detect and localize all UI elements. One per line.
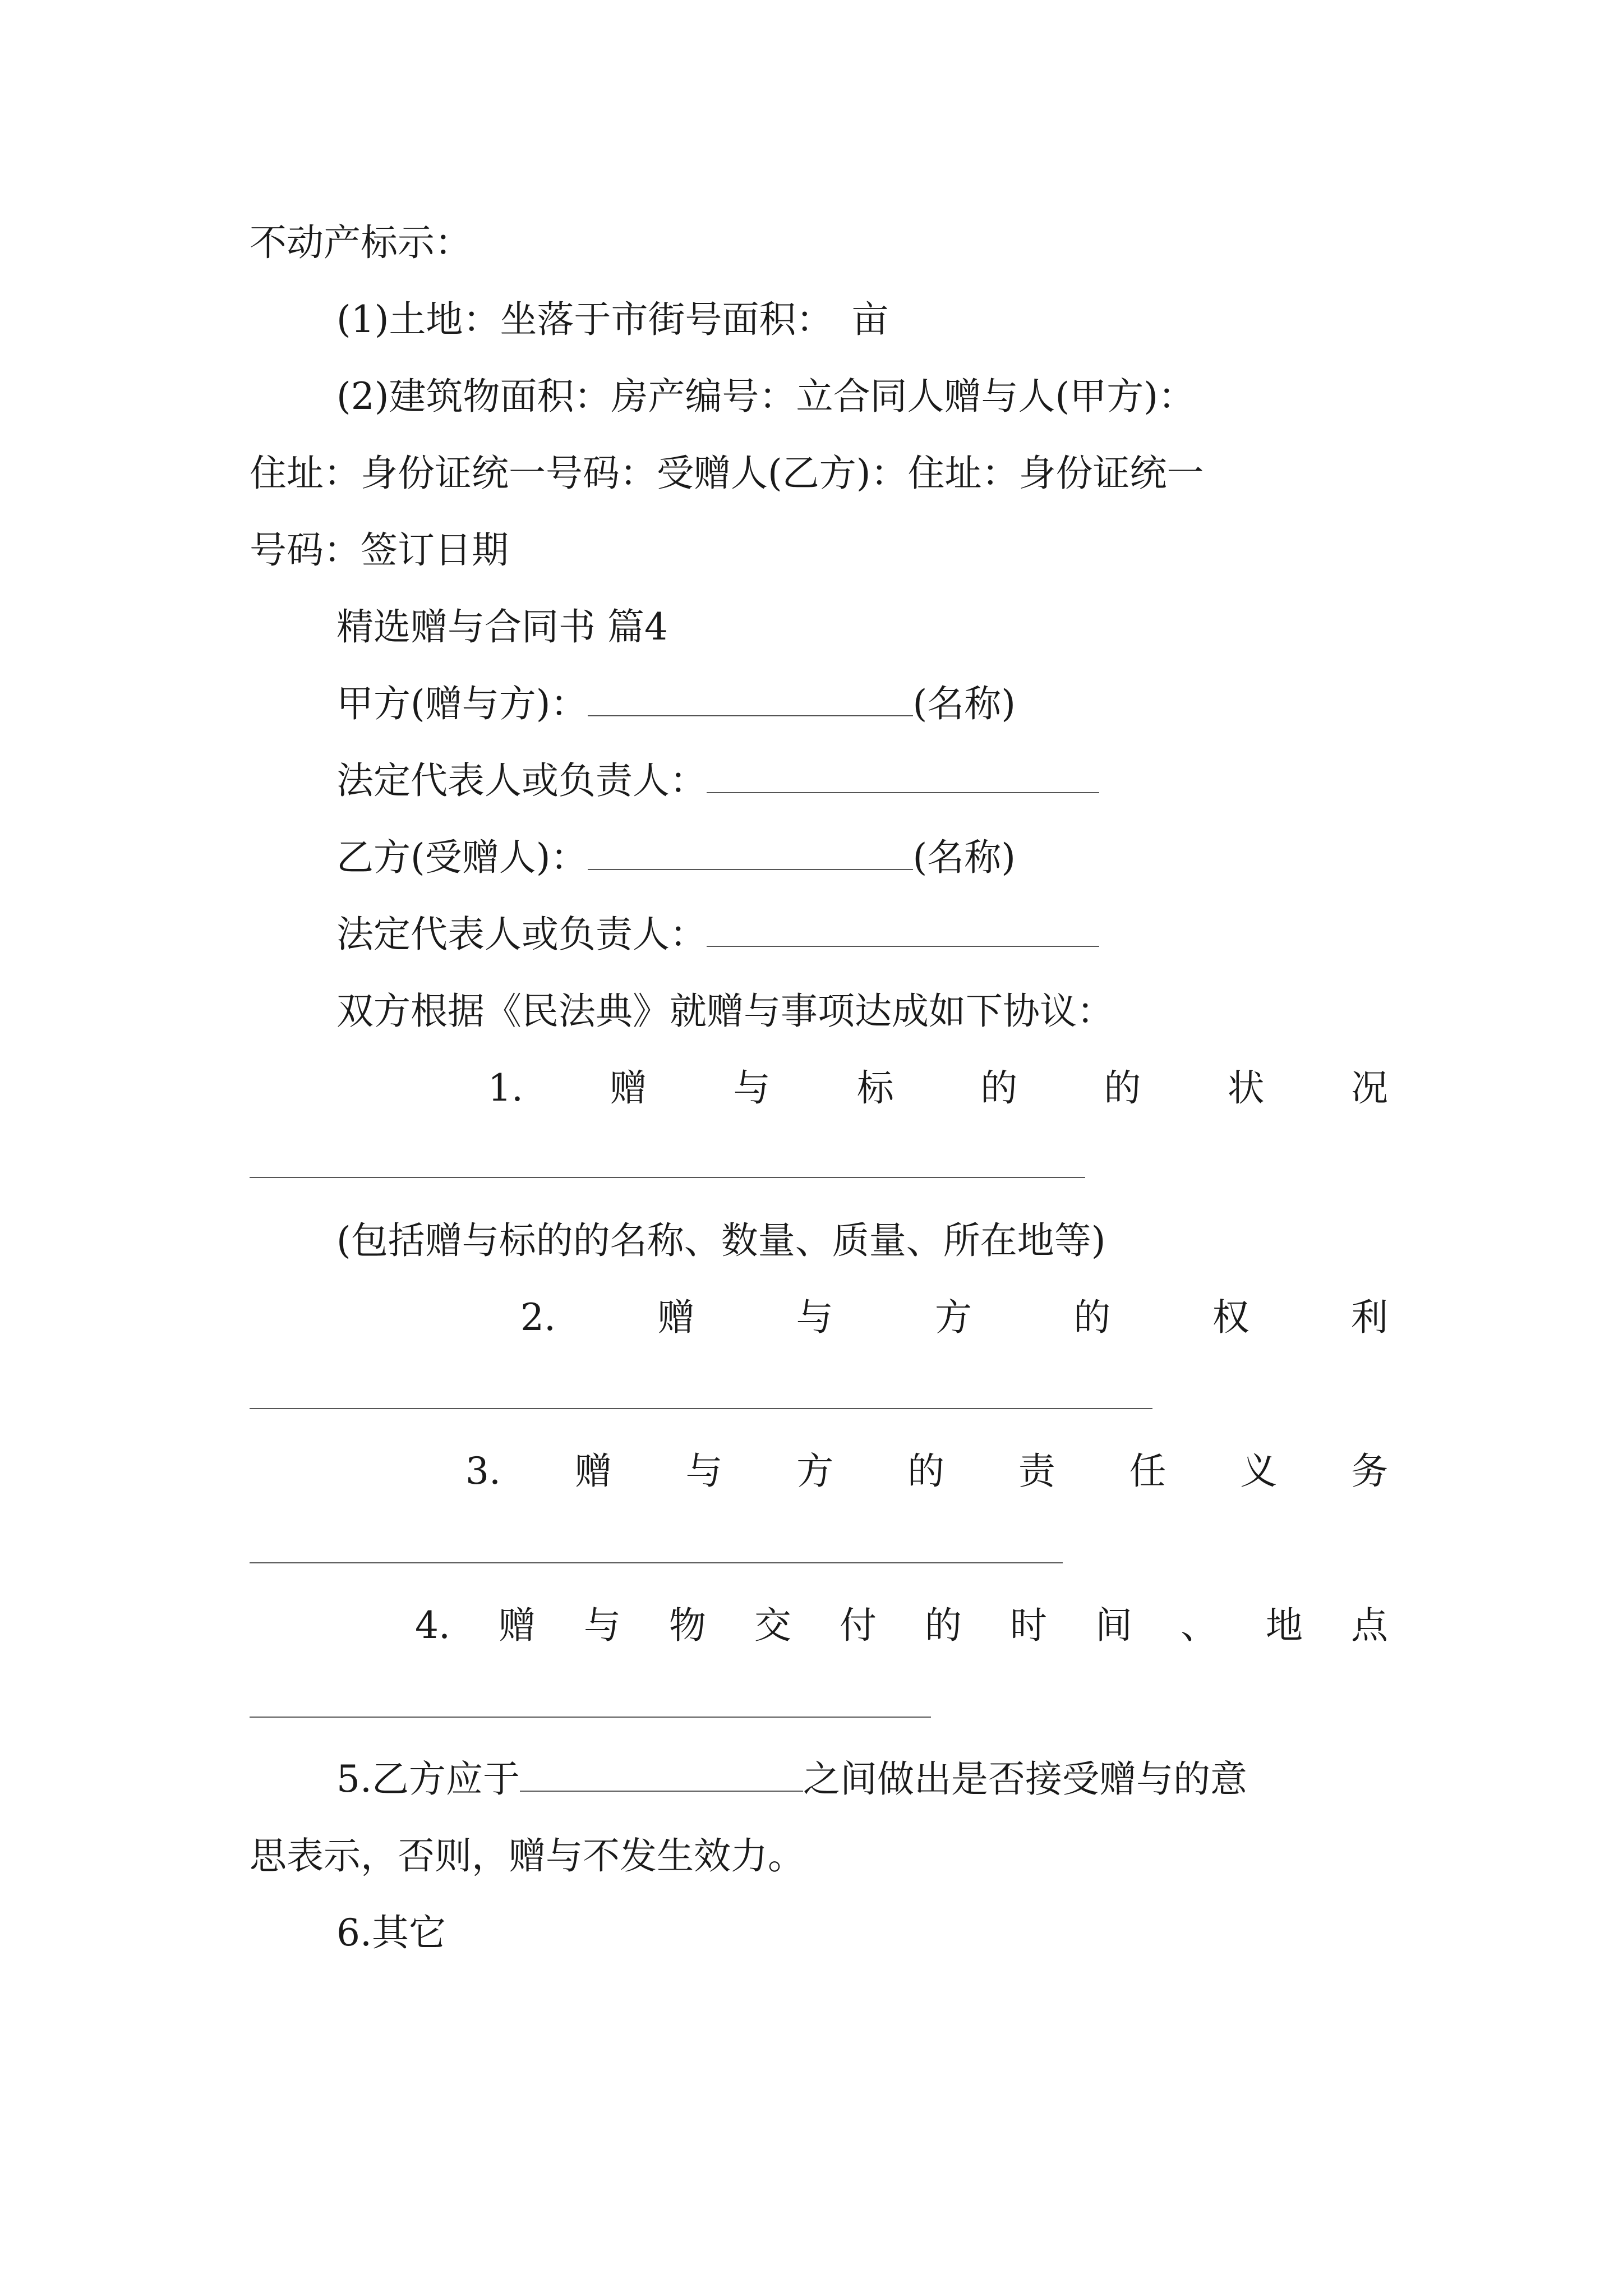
clause-3-char: 的 <box>907 1450 944 1493</box>
party-a-rep-label: 法定代表人或负责人： <box>336 759 707 802</box>
clause-2-heading <box>520 1290 1388 1346</box>
clause-3-char: 责 <box>1018 1450 1055 1493</box>
party-a-name-field[interactable] <box>588 683 913 716</box>
land-line: (1)土地：坐落于市街号面积： 亩 <box>336 298 889 341</box>
party-b-label: 乙方(受赠人)： <box>336 836 588 879</box>
clause-5-date-field[interactable] <box>520 1758 803 1792</box>
party-b-rep-line <box>336 907 1099 963</box>
clause-2-char: 与 <box>796 1296 833 1339</box>
clause-4-char: 间 <box>1095 1604 1132 1647</box>
party-b-rep-field[interactable] <box>707 913 1099 947</box>
clause-1-char: 状 <box>1227 1066 1265 1110</box>
party-a-label: 甲方(赠与方)： <box>336 682 588 725</box>
clause-6: 6.其它 <box>336 1911 446 1954</box>
clause-5-line-2: 思表示，否则，赠与不发生效力。 <box>250 1834 805 1878</box>
clause-1-fill-line[interactable] <box>250 1177 1085 1178</box>
clause-3-heading <box>465 1443 1388 1499</box>
clause-4-char: 付 <box>839 1604 877 1647</box>
clause-4-char: 点 <box>1350 1604 1388 1647</box>
clause-1-char: 标 <box>856 1066 894 1110</box>
clause-4-char: 4. <box>415 1604 450 1647</box>
clause-5-prefix: 5.乙方应于 <box>336 1757 520 1801</box>
clause-4-heading <box>415 1598 1388 1654</box>
party-a-rep-line <box>336 753 1099 809</box>
clause-5-suffix: 之间做出是否接受赠与的意 <box>803 1757 1247 1801</box>
clause-4-char: 时 <box>1009 1604 1047 1647</box>
clause-2-char: 利 <box>1350 1296 1388 1339</box>
clause-3-char: 与 <box>685 1450 723 1493</box>
party-a-suffix: (名称) <box>912 682 1016 725</box>
clause-2-char: 权 <box>1212 1296 1249 1339</box>
party-a-line <box>336 676 1016 732</box>
clause-4-char: 交 <box>754 1604 791 1647</box>
clause-1-heading <box>488 1060 1388 1116</box>
clause-2-char: 方 <box>934 1296 972 1339</box>
clause-1-char: 况 <box>1350 1066 1388 1110</box>
clause-4-char: 物 <box>668 1604 706 1647</box>
clause-4-fill-line[interactable] <box>250 1717 931 1718</box>
building-line-1: (2)建筑物面积：房产编号：立合同人赠与人(甲方)： <box>336 375 1195 418</box>
clause-3-fill-line[interactable] <box>250 1562 1063 1563</box>
clause-3-char: 务 <box>1350 1450 1388 1493</box>
clause-5-line-1 <box>336 1751 1247 1807</box>
clause-2-fill-line[interactable] <box>250 1408 1152 1409</box>
clause-3-char: 任 <box>1129 1450 1166 1493</box>
clause-4-char: 赠 <box>498 1604 536 1647</box>
clause-1-char: 的 <box>1104 1066 1141 1110</box>
clause-3-char: 赠 <box>574 1450 612 1493</box>
clause-3-char: 义 <box>1240 1450 1278 1493</box>
clause-1-char: 赠 <box>610 1066 647 1110</box>
section-title: 精选赠与合同书 篇4 <box>336 605 668 648</box>
clause-2-char: 2. <box>520 1296 556 1339</box>
clause-4-char: 地 <box>1265 1604 1303 1647</box>
clause-1-char: 的 <box>980 1066 1018 1110</box>
clause-4-char: 的 <box>924 1604 962 1647</box>
party-b-name-field[interactable] <box>588 836 913 870</box>
building-line-3: 号码：签订日期 <box>250 528 509 572</box>
clause-2-char: 的 <box>1073 1296 1111 1339</box>
building-line-2: 住址：身份证统一号码：受赠人(乙方)：住址：身份证统一 <box>250 452 1204 495</box>
clause-1-char: 1. <box>488 1066 523 1110</box>
property-heading: 不动产标示： <box>250 221 472 264</box>
clause-4-char: 、 <box>1180 1604 1218 1647</box>
party-b-rep-label: 法定代表人或负责人： <box>336 913 707 956</box>
clause-3-char: 3. <box>465 1450 501 1493</box>
clause-3-char: 方 <box>796 1450 834 1493</box>
clause-1-char: 与 <box>733 1066 771 1110</box>
clause-4-char: 与 <box>583 1604 621 1647</box>
party-b-line <box>336 830 1016 886</box>
party-a-rep-field[interactable] <box>707 760 1099 793</box>
clause-2-char: 赠 <box>657 1296 695 1339</box>
party-b-suffix: (名称) <box>912 836 1016 879</box>
agreement-intro: 双方根据《民法典》就赠与事项达成如下协议： <box>336 990 1114 1033</box>
clause-1-note: (包括赠与标的的名称、数量、质量、所在地等) <box>336 1219 1106 1262</box>
